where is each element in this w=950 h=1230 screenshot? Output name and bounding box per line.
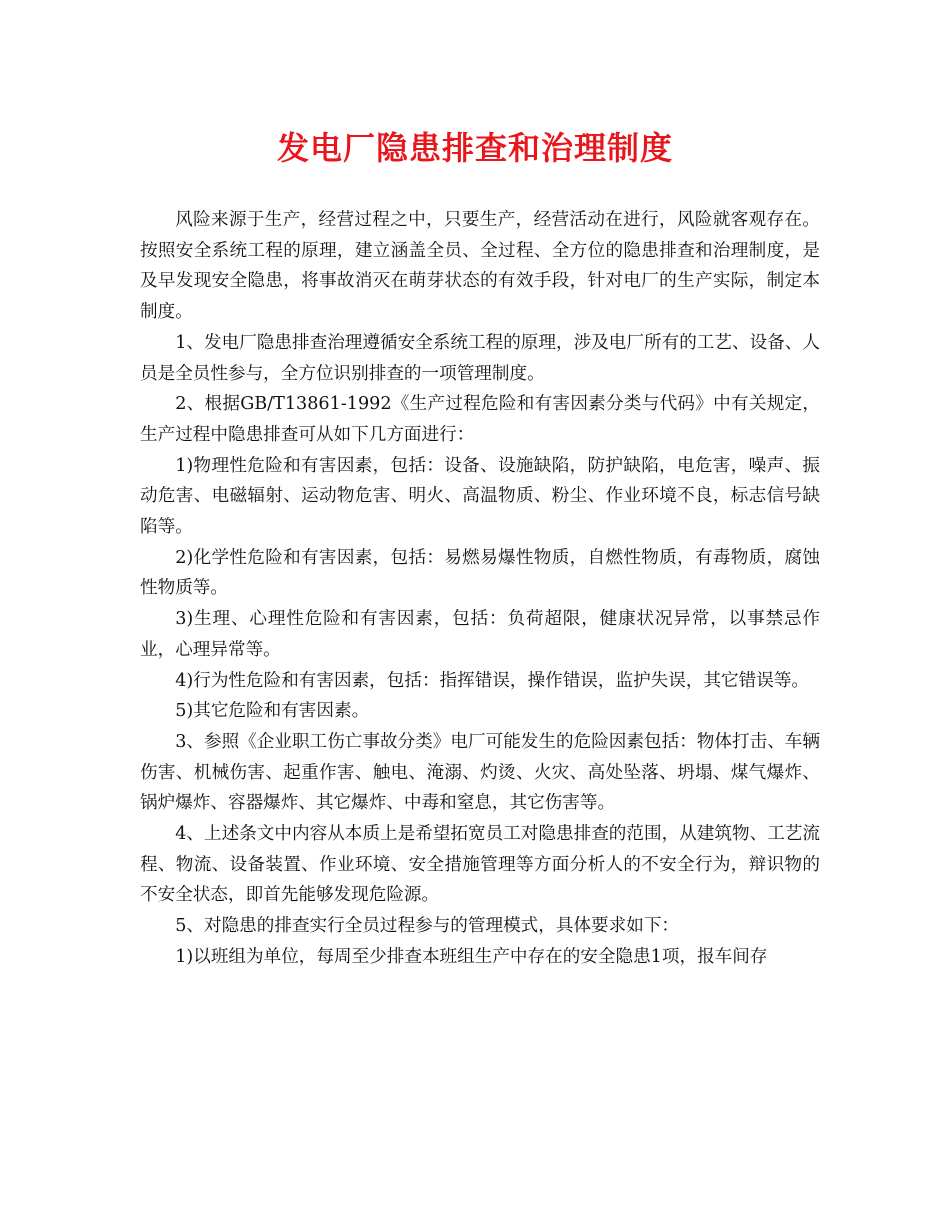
paragraph-item-2: 2、根据GB/T13861-1992《生产过程危险和有害因素分类与代码》中有关规定，生产过程中隐患排查可从如下几方面进行： <box>140 394 820 445</box>
document-title: 发电厂隐患排查和治理制度 <box>276 129 673 167</box>
paragraph-subitem-team: 1)以班组为单位，每周至少排查本班组生产中存在的安全隐患1项，报车间存 <box>175 946 768 967</box>
paragraph-subitem-chemical: 2)化学性危险和有害因素，包括：易燃易爆性物质，自燃性物质，有毒物质，腐蚀性物质等。 <box>140 547 820 599</box>
paragraph-subitem-psychological: 3)生理、心理性危险和有害因素，包括：负荷超限，健康状况异常，以事禁忌作业，心理异常等。 <box>140 609 820 660</box>
paragraph-subitem-physical: 1)物理性危险和有害因素，包括：设备、设施缺陷，防护缺陷，电危害，噪声、振动危害、电磁辐射、运动物危害、明火、高温物质、粉尘、作业环境不良，标志信号缺陷等。 <box>140 455 820 538</box>
paragraph-intro: 风险来源于生产，经营过程之中，只要生产，经营活动在进行，风险就客观存在。按照安全系统工程的原理，建立涵盖全员、全过程、全方位的隐患排查和治理制度，是及早发现安全隐患，将事故消灭在萌芽状态的有效手段，针对电厂的生产实际，制定本制度。 <box>140 210 820 323</box>
paragraph-item-4: 4、上述条文中内容从本质上是希望拓宽员工对隐患排查的范围，从建筑物、工艺流程、物流、设备装置、作业环境、安全措施管理等方面分析人的不安全行为，辩识物的不安全状态，即首先能够发现危险源。 <box>140 824 820 906</box>
document-body <box>140 205 820 973</box>
paragraph-item-5: 5、对隐患的排查实行全员过程参与的管理模式，具体要求如下： <box>175 916 680 937</box>
paragraph-subitem-other: 5)其它危险和有害因素。 <box>175 701 370 722</box>
paragraph-item-3: 3、参照《企业职工伤亡事故分类》电厂可能发生的危险因素包括：物体打击、车辆伤害、机械伤害、起重作害、触电、淹溺、灼烫、火灾、高处坠落、坍塌、煤气爆炸、锅炉爆炸、容器爆炸、其它爆炸、中毒和窒息，其它伤害等。 <box>140 731 820 814</box>
paragraph-item-1: 1、发电厂隐患排查治理遵循安全系统工程的原理，涉及电厂所有的工艺、设备、人员是全员性参与，全方位识别排查的一项管理制度。 <box>140 332 820 384</box>
paragraph-subitem-behavioral: 4)行为性危险和有害因素，包括：指挥错误，操作错误，监护失误，其它错误等。 <box>175 670 810 691</box>
